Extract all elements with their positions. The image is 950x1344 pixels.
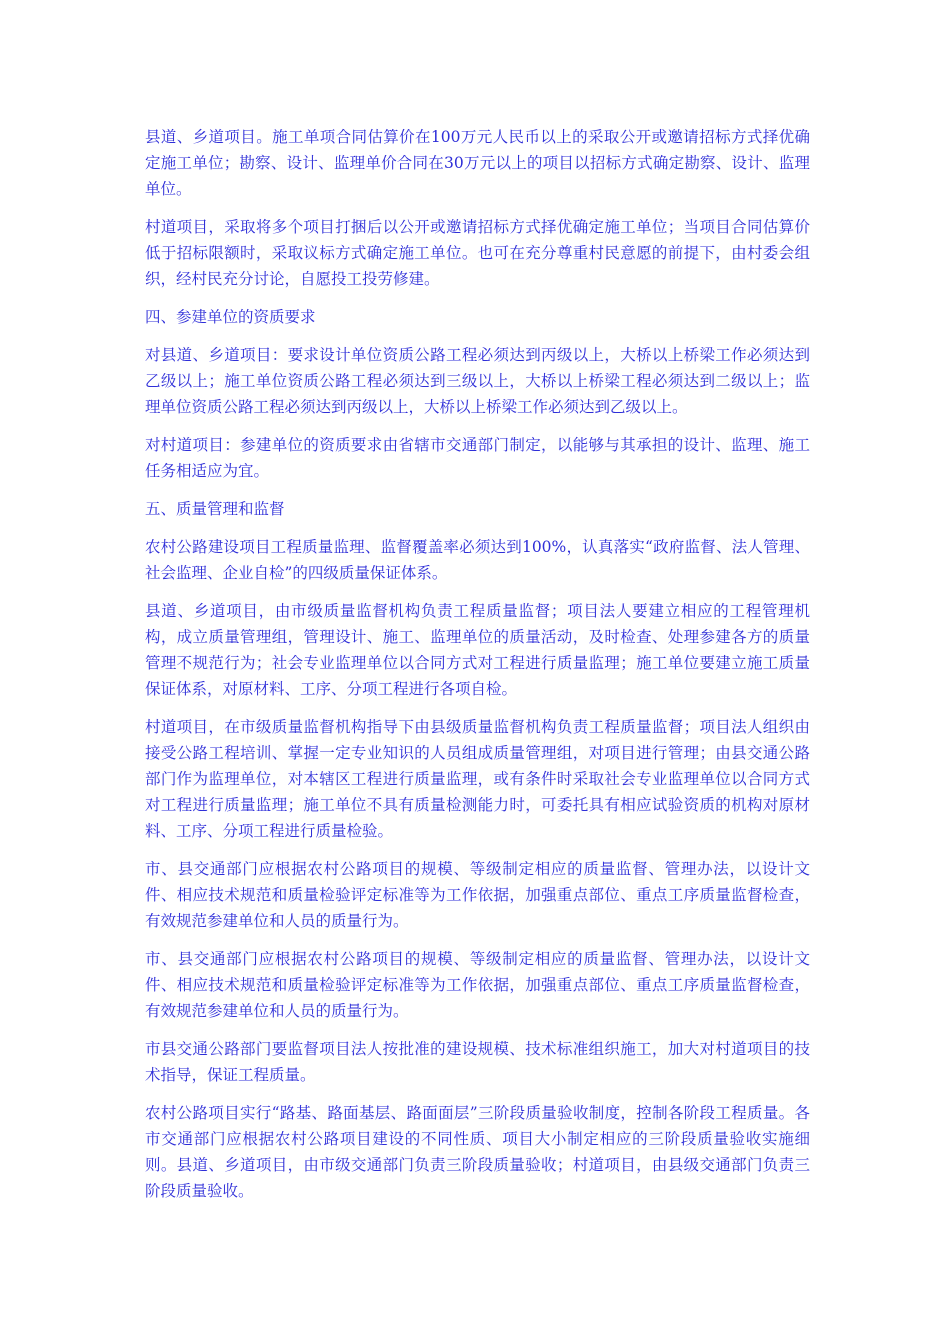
paragraph-village-quality: 村道项目，在市级质量监督机构指导下由县级质量监督机构负责工程质量监督；项目法人组织由接受公路工程培训、掌握一定专业知识的人员组成质量管理组，对项目进行管理；由县交通公路部门作为监理单位，对本辖区工程进行质量监理，或有条件时采取社会专业监理单位以合同方式对工程进行质量监理；施工单位不具有质量检测能力时，可委托具有相应试验资质的机构对原材料、工序、分项工程进行质量检验。 (145, 718, 810, 840)
paragraph-county-qualification: 对县道、乡道项目：要求设计单位资质公路工程必须达到丙级以上，大桥以上桥梁工作必须达到乙级以上；施工单位资质公路工程必须达到三级以上，大桥以上桥梁工程必须达到二级以上；监理单位资质公路工程必须达到丙级以上，大桥以上桥梁工作必须达到乙级以上。 (145, 346, 810, 416)
paragraph-county-township-bidding: 县道、乡道项目。施工单项合同估算价在100万元人民币以上的采取公开或邀请招标方式择优确定施工单位；勘察、设计、监理单价合同在30万元以上的项目以招标方式确定勘察、设计、监理单位。 (145, 128, 810, 198)
section-heading-quality: 五、质量管理和监督 (145, 500, 285, 518)
document-body (145, 124, 810, 1216)
paragraph-three-stage-acceptance: 农村公路项目实行“路基、路面基层、路面面层”三阶段质量验收制度，控制各阶段工程质量。各市交通部门应根据农村公路项目建设的不同性质、项目大小制定相应的三阶段质量验收实施细则。县道、乡道项目，由市级交通部门负责三阶段质量验收；村道项目，由县级交通部门负责三阶段质量验收。 (145, 1104, 810, 1200)
paragraph-village-bidding: 村道项目，采取将多个项目打捆后以公开或邀请招标方式择优确定施工单位；当项目合同估算价低于招标限额时，采取议标方式确定施工单位。也可在充分尊重村民意愿的前提下，由村委会组织，经村民充分讨论，自愿投工投劳修建。 (145, 218, 810, 288)
paragraph-village-qualification: 对村道项目：参建单位的资质要求由省辖市交通部门制定，以能够与其承担的设计、监理、施工任务相适应为宜。 (145, 436, 810, 480)
paragraph-quality-coverage: 农村公路建设项目工程质量监理、监督覆盖率必须达到100%，认真落实“政府监督、法人管理、社会监理、企业自检”的四级质量保证体系。 (145, 538, 810, 582)
section-heading-qualification: 四、参建单位的资质要求 (145, 308, 316, 326)
paragraph-city-county-measures-1: 市、县交通部门应根据农村公路项目的规模、等级制定相应的质量监督、管理办法，以设计文件、相应技术规范和质量检验评定标准等为工作依据，加强重点部位、重点工序质量监督检查，有效规范参建单位和人员的质量行为。 (145, 860, 810, 930)
paragraph-supervision: 市县交通公路部门要监督项目法人按批准的建设规模、技术标准组织施工，加大对村道项目的技术指导，保证工程质量。 (145, 1040, 810, 1084)
paragraph-county-quality: 县道、乡道项目，由市级质量监督机构负责工程质量监督；项目法人要建立相应的工程管理机构，成立质量管理组，管理设计、施工、监理单位的质量活动，及时检查、处理参建各方的质量管理不规范行为；社会专业监理单位以合同方式对工程进行质量监理；施工单位要建立施工质量保证体系，对原材料、工序、分项工程进行各项自检。 (145, 602, 810, 698)
paragraph-city-county-measures-2: 市、县交通部门应根据农村公路项目的规模、等级制定相应的质量监督、管理办法，以设计文件、相应技术规范和质量检验评定标准等为工作依据，加强重点部位、重点工序质量监督检查，有效规范参建单位和人员的质量行为。 (145, 950, 810, 1020)
